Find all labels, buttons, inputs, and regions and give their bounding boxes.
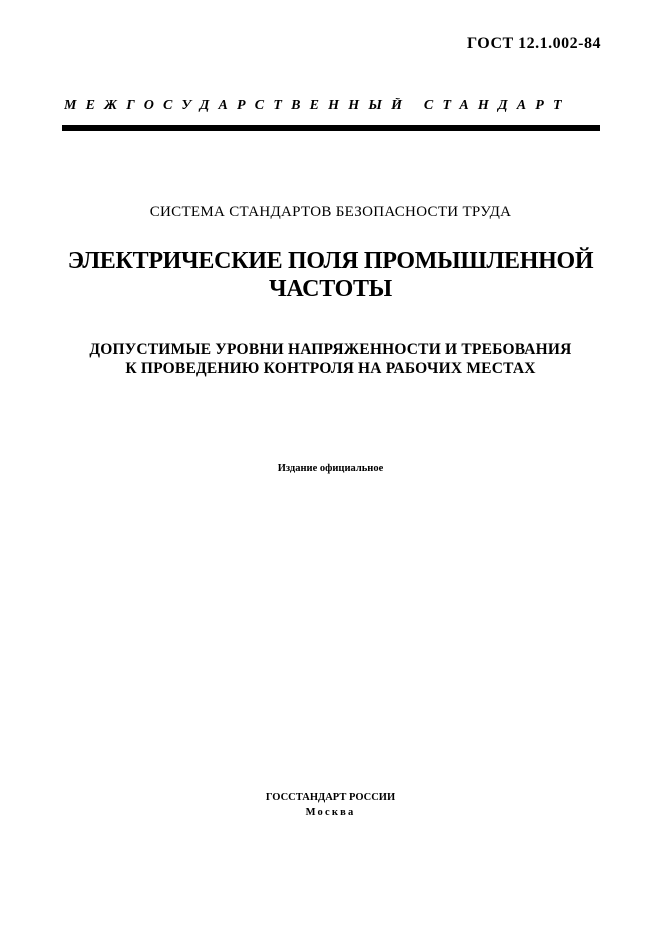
document-subtitle-line: ДОПУСТИМЫЕ УРОВНИ НАПРЯЖЕННОСТИ И ТРЕБОВАНИЯ — [89, 341, 572, 358]
document-title — [0, 247, 661, 303]
document-subtitle-line: К ПРОВЕДЕНИЮ КОНТРОЛЯ НА РАБОЧИХ МЕСТАХ — [125, 360, 536, 377]
publisher-name: ГОССТАНДАРТ РОССИИ — [265, 792, 396, 803]
header-rule — [62, 125, 600, 131]
interstate-standard-heading: МЕЖГОСУДАРСТВЕННЫЙ СТАНДАРТ — [64, 98, 571, 113]
document-subtitle — [0, 340, 661, 378]
document-title-line: ЧАСТОТЫ — [269, 276, 392, 302]
publisher-city: Москва — [305, 807, 356, 818]
edition-note: Издание официальное — [277, 463, 384, 474]
standards-system-name: СИСТЕМА СТАНДАРТОВ БЕЗОПАСНОСТИ ТРУДА — [149, 204, 512, 220]
gost-number: ГОСТ 12.1.002-84 — [467, 35, 601, 52]
document-title-line: ЭЛЕКТРИЧЕСКИЕ ПОЛЯ ПРОМЫШЛЕННОЙ — [67, 248, 594, 274]
